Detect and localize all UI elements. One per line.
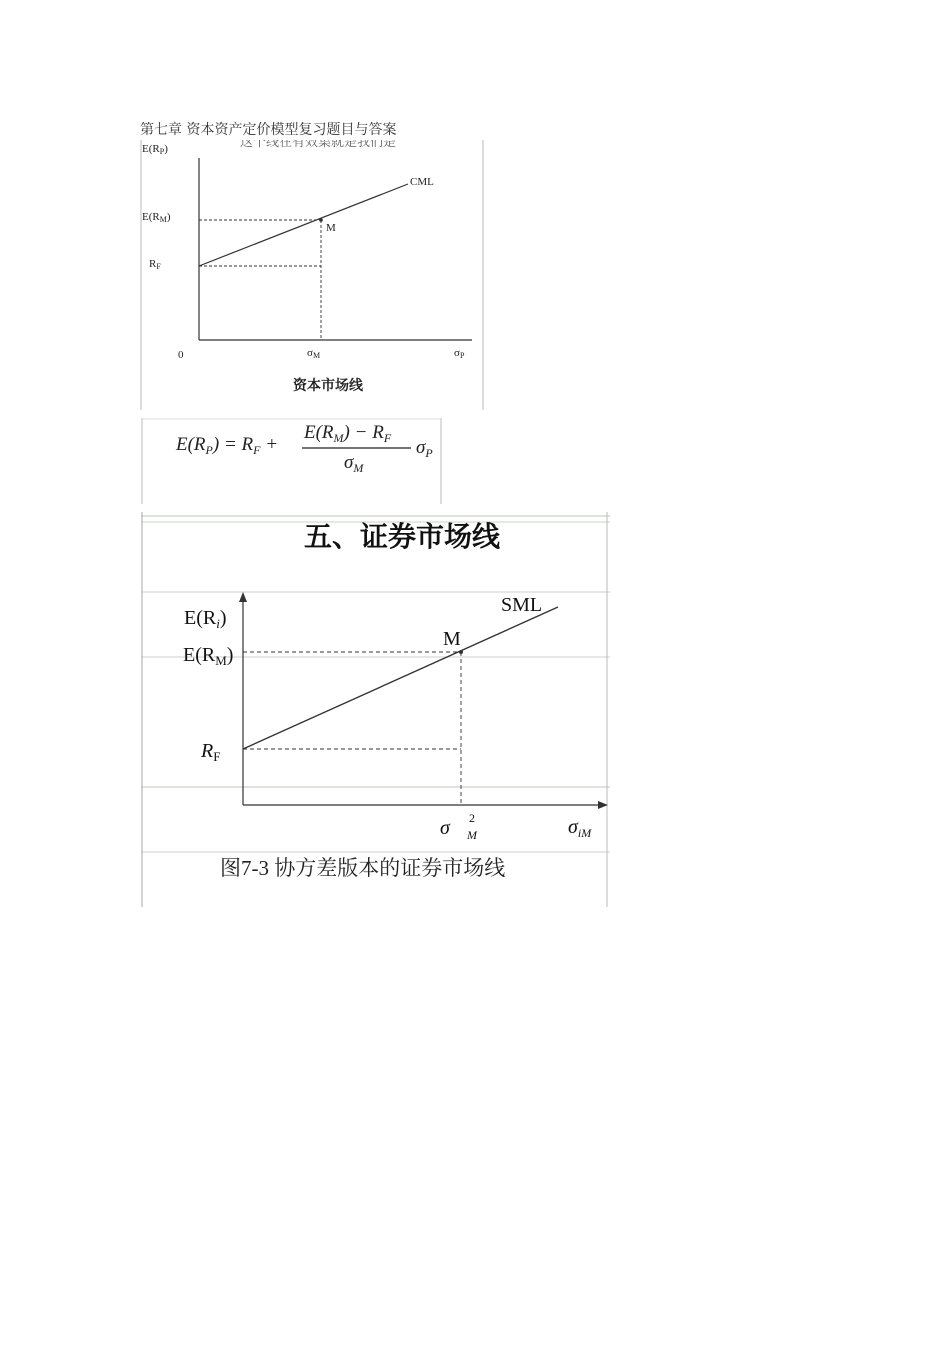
sml-line-label: SML (501, 594, 543, 616)
cml-figure (140, 140, 486, 410)
formula-numerator: $E(R_M) - R_F$ (304, 422, 392, 445)
cml-rf-label: RF (149, 258, 161, 271)
formula-lhs: $E(R_P) = R_F$ + (176, 434, 279, 457)
cml-caption: 资本市场线 (293, 379, 363, 394)
sml-rf-label: $R_F$ (201, 740, 221, 764)
sml-sigma-m-sup: 2 (469, 811, 475, 825)
sml-caption: 图7-3 协方差版本的证券市场线 (220, 856, 506, 880)
cml-y-axis-label: E(RP) (142, 143, 168, 156)
cml-point-m (319, 218, 323, 222)
cml-point-label: M (326, 222, 336, 234)
cml-formula (141, 418, 443, 504)
page-header: 第七章 资本资产定价模型复习题目与答案 (140, 122, 397, 138)
sml-point-label: M (443, 628, 461, 650)
sml-sigma-im-label: $\sigma_{iM}$ (568, 816, 592, 840)
sml-sigma-m-label: σ (440, 817, 450, 839)
sml-title: 五、证券市场线 (304, 522, 501, 553)
sml-point-m (459, 650, 463, 654)
formula-denominator: $\sigma_M$ (344, 452, 364, 475)
cml-line-label: CML (410, 176, 434, 188)
cropped-top-text: 这个线在有效集就是我们是 (240, 140, 397, 149)
cml-origin-label: 0 (178, 349, 184, 361)
cml-sigma-p-label: σP (454, 347, 465, 360)
sml-y-axis-label: $E(R_i)$ (184, 607, 227, 631)
sml-erm-label: $E(R_M)$ (183, 644, 234, 668)
sml-sigma-m-sub: M (467, 828, 477, 842)
cml-sigma-m-label: σM (307, 347, 321, 360)
sml-figure (141, 512, 610, 907)
cml-erm-label: E(RM) (142, 211, 171, 224)
formula-tail: $\sigma_P$ (416, 437, 433, 460)
